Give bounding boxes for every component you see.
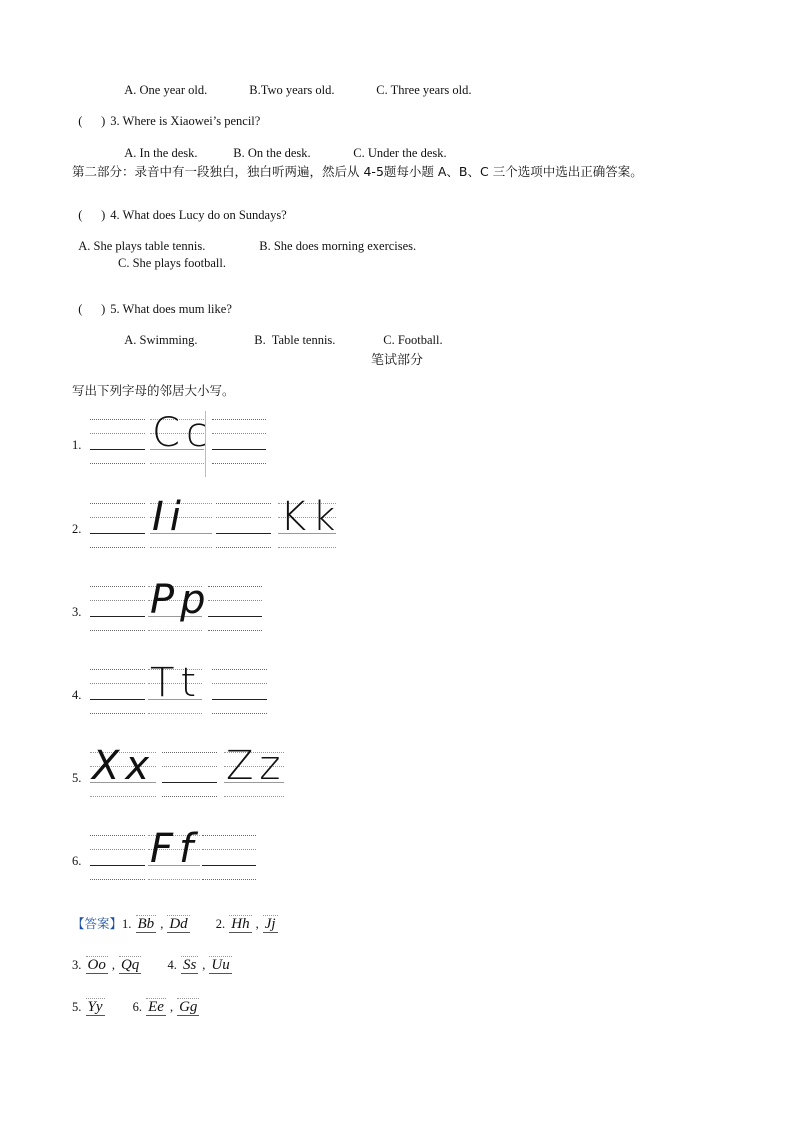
- q5-options: [118, 318, 443, 348]
- answer-letters: Yy: [87, 999, 103, 1015]
- given-letters-grid: [150, 495, 212, 547]
- answer-number: 2.: [215, 917, 226, 931]
- section-title: 笔试部分: [370, 353, 423, 368]
- given-letters: Kk: [280, 494, 342, 540]
- blank-grid[interactable]: [90, 661, 145, 713]
- answer-letters: Oo: [87, 957, 106, 973]
- given-letters-grid: [148, 827, 200, 879]
- answer-number: 6.: [132, 1000, 142, 1014]
- answer-row-3: [72, 998, 200, 1016]
- item-number: 3.: [72, 605, 82, 619]
- answer-letters: Gg: [179, 999, 198, 1015]
- blank-grid[interactable]: [202, 827, 256, 879]
- blank-grid[interactable]: [90, 578, 145, 630]
- q2-option-b: B.Two years old.: [249, 83, 335, 97]
- q5-option-c: C. Football.: [383, 333, 443, 347]
- answer-letters: Ss: [182, 957, 197, 973]
- item-number: 5.: [72, 771, 82, 785]
- answer-number: 5.: [72, 1000, 82, 1014]
- given-letters: Xx: [92, 743, 156, 789]
- answer-paren[interactable]: ( ): [78, 208, 106, 222]
- answer-row-1: [72, 914, 279, 933]
- q4-option-b: B. She does morning exercises.: [259, 239, 417, 253]
- q4-option-c: C. She plays football.: [118, 256, 226, 270]
- given-letters: Tt: [150, 660, 203, 706]
- blank-grid[interactable]: [216, 495, 271, 547]
- answer-label: 【答案】: [72, 916, 123, 931]
- answer-paren[interactable]: ( ): [78, 302, 106, 316]
- given-letters-grid: [148, 661, 202, 713]
- q2-options: [118, 68, 471, 98]
- question-text: 3. Where is Xiaowei’s pencil?: [110, 114, 261, 128]
- q4-option-a: A. She plays table tennis.: [78, 239, 206, 253]
- given-letters: Cc: [152, 410, 214, 456]
- question-text: 5. What does mum like?: [110, 302, 232, 316]
- answer-letters: Uu: [211, 957, 230, 973]
- answer-letters: Jj: [264, 916, 276, 932]
- answer-letters: Ee: [148, 999, 164, 1015]
- given-letters-grid: [278, 494, 342, 547]
- q2-option-c: C. Three years old.: [376, 83, 472, 97]
- answer-paren[interactable]: ( ): [78, 114, 106, 128]
- blank-grid[interactable]: [212, 661, 267, 713]
- given-letters-grid: [224, 743, 287, 796]
- answer-number: 1.: [122, 917, 132, 931]
- given-letters-grid: [90, 744, 156, 796]
- item-number: 4.: [72, 688, 82, 702]
- blank-grid[interactable]: [90, 495, 145, 547]
- answer-number: 3.: [72, 958, 82, 972]
- blank-grid[interactable]: [208, 578, 262, 630]
- given-letters: Ff: [150, 826, 200, 872]
- blank-grid[interactable]: [162, 744, 217, 796]
- answer-letters: Bb: [137, 916, 155, 932]
- given-letters: Zz: [226, 743, 287, 789]
- comma: ,: [160, 917, 164, 931]
- q5-option-b: B. Table tennis.: [254, 333, 336, 347]
- answer-number: 4.: [167, 958, 177, 972]
- part2-instructions: 第二部分：录音中有一段独白，独白听两遍，然后从 4-5题每小题 A、B、C 三个选项中选出正确答案。: [72, 164, 643, 179]
- blank-grid[interactable]: [212, 411, 266, 463]
- answer-row-2: [72, 956, 233, 974]
- question-5: [72, 287, 232, 317]
- q3-option-c: C. Under the desk.: [353, 146, 447, 160]
- written-instruction: 写出下列字母的邻居大小写。: [72, 383, 235, 398]
- q3-options: [118, 131, 447, 161]
- answer-letters: Hh: [231, 916, 250, 932]
- comma: ,: [169, 1000, 174, 1014]
- item-number: 2.: [72, 522, 82, 536]
- question-4: [72, 193, 287, 223]
- given-letters-grid: [150, 410, 214, 463]
- blank-grid[interactable]: [90, 411, 145, 463]
- q5-option-a: A. Swimming.: [124, 333, 198, 347]
- answer-letters: Dd: [169, 916, 188, 932]
- given-letters-grid: [148, 577, 212, 630]
- divider: [205, 411, 206, 477]
- comma: ,: [255, 917, 259, 931]
- comma: ,: [202, 958, 206, 972]
- comma: ,: [111, 958, 115, 972]
- given-letters: Ii: [152, 494, 187, 540]
- given-letters: Pp: [150, 577, 212, 623]
- q3-option-b: B. On the desk.: [233, 146, 311, 160]
- q3-option-a: A. In the desk.: [124, 146, 198, 160]
- blank-grid[interactable]: [90, 827, 145, 879]
- answer-letters: Qq: [120, 957, 140, 973]
- item-number: 1.: [72, 438, 82, 452]
- question-text: 4. What does Lucy do on Sundays?: [110, 208, 287, 222]
- item-number: 6.: [72, 854, 82, 868]
- question-3: [72, 99, 260, 129]
- q4-options-row1: [72, 224, 416, 254]
- q2-option-a: A. One year old.: [124, 83, 208, 97]
